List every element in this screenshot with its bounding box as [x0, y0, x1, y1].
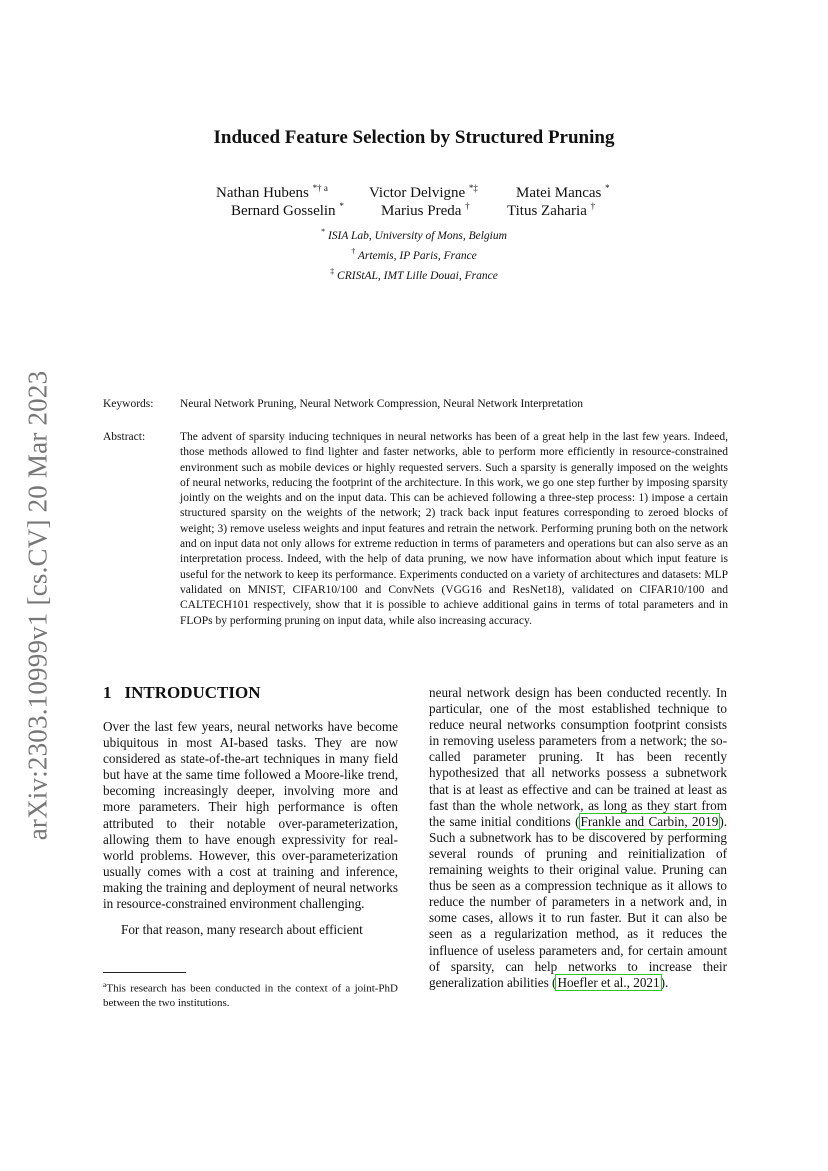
affiliation: * ISIA Lab, University of Mons, Belgium — [321, 227, 507, 242]
author: Victor Delvigne *‡ — [369, 183, 478, 201]
author: Titus Zaharia † — [507, 201, 596, 219]
left-column — [103, 719, 398, 938]
section-heading — [103, 683, 261, 703]
author: Matei Mancas * — [516, 183, 610, 201]
author: Bernard Gosselin * — [231, 201, 344, 219]
paper-title: Induced Feature Selection by Structured Pruning — [213, 127, 615, 148]
citation-link[interactable]: Frankle and Carbin, 2019 — [580, 813, 719, 829]
citation-link[interactable]: Hoefler et al., 2021 — [557, 974, 660, 990]
right-column — [429, 685, 727, 991]
affiliation: ‡ CRIStAL, IMT Lille Douai, France — [330, 266, 498, 282]
affiliations — [0, 224, 828, 283]
abstract-label: Abstract: — [103, 431, 146, 443]
author: Nathan Hubens $^{*\dagger a}$ — [216, 183, 328, 201]
abstract-text: The advent of sparsity inducing techniques in neural networks has been of a great help in the last few years. Indeed, those methods allowed to find lighter and faster networks, able to perform more efficiently in resource-constrained environment such as mobile devices or highly requested servers. Such a sparsity is generally imposed on the weights of neural networks, reducing the footprint of the architecture. In this work, we go one step further by imposing sparsity jointly on the weights and on the input data. This can be achieved following a three-step process: 1) impose a certain structured sparsity on the weights of the network; 2) track back input features corresponding to zeroed blocks of weight; 3) remove useless weights and input features and retrain the network. Performing pruning both on the network and on input data not only allows for extreme reduction in terms of parameters and operations but can also serve as an interpretation process. Indeed, with the help of data pruning, we now have information about which input feature is useful for the network to keep its performance. Experiments conducted on a variety of architectures and datasets: MLP validated on MNIST, CIFAR10/100 and ConvNets (VGG16 and ResNet18), validated on CIFAR10/100 and CALTECH101 respectively, show that it is possible to achieve additional gains in terms of total parameters and in FLOPs by performing pruning on input data, while also increasing accuracy. — [180, 431, 728, 627]
footnote: $^a$This research has been conducted in the context of a joint-PhD between the two institutions. — [103, 980, 398, 1010]
paragraph: neural network design has been conducted recently. In particular, one of the most established technique to reduce neural networks consumption footprint consists in removing useless parameters from a network; the so-called parameter pruning. It has been recently hypothesized that all networks possess a subnetwork that is at least as effective and can be trained at least as fast than the whole network, as long as they start from the same initial conditions (Frankle and Carbin, 2019). Such a subnetwork has to be discovered by performing several rounds of pruning and reinitialization of remaining weights to their original value. Pruning can thus be seen as a compression technique as it allows to reduce the number of parameters in a network and, in some cases, allows it to run faster. But it can also be seen as a regularization method, as it reduces the influence of useless parameters and, for certain amount of sparsity, can help networks to increase their generalization abilities (Hoefler et al., 2021). — [429, 685, 728, 990]
affiliation: † Artemis, IP Paris, France — [351, 246, 477, 262]
section-title: INTRODUCTION — [124, 683, 261, 702]
arxiv-identifier-stamp — [8, 360, 68, 850]
keywords-label: Keywords: — [103, 398, 154, 410]
section-number: 1 — [103, 683, 112, 702]
author: Marius Preda † — [381, 201, 470, 219]
paragraph: For that reason, many research about efficient — [121, 922, 363, 938]
paragraph: Over the last few years, neural networks have become ubiquitous in most AI-based tasks. They are now considered as state-of-the-art techniques in many field but have at the same time followed a Moore-like trend, becoming increasingly deeper, involving more and more parameters. Their high performance is often attributed to their notable over-parameterization, allowing them to have enough expressivity for real-world problems. However, this over-parameterization usually comes with a cost at training and inference, making the training and deployment of neural networks in resource-constrained environment challenging. — [103, 719, 398, 912]
footnote-divider — [103, 972, 186, 973]
arxiv-id-text: arXiv:2303.10999v1 [cs.CV] 20 Mar 2023 — [22, 370, 53, 840]
keywords-text: Neural Network Pruning, Neural Network Compression, Neural Network Interpretation — [180, 398, 584, 410]
